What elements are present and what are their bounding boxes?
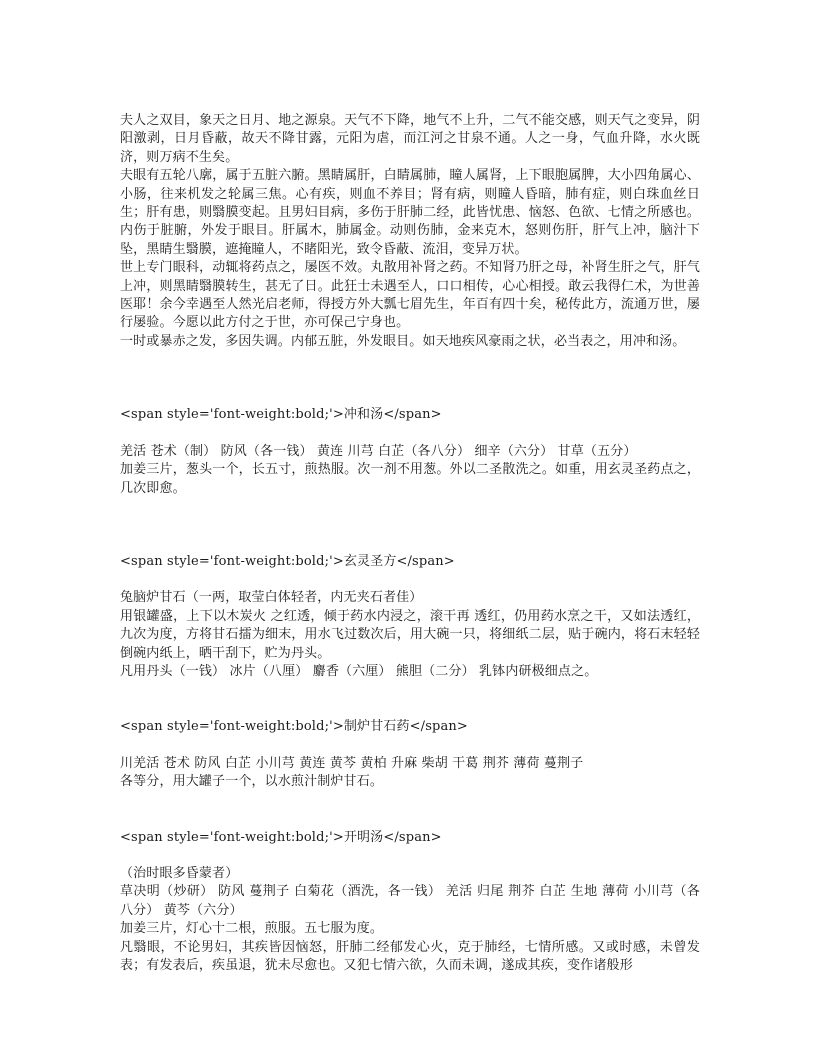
recipe-instructions: 加姜三片，葱头一个，长五寸，煎热服。次一剂不用葱。外以二圣散洗之。如重，用玄灵圣药点之，几次即愈。	[120, 462, 700, 496]
recipe-instructions: 用银罐盛，上下以木炭火 之红透，倾于药水内浸之，滚干再 透红，仍用药水烹之干，又如法透红，九次为度，方将甘石擂为细末，用水飞过数次后，用大碗一只，将细纸二层，贴于碗内，将石末轻轻倒碗内纸上，晒干刮下，贮为丹头。	[120, 608, 700, 661]
recipe-instructions: 各等分，用大罐子一个，以水煎汁制炉甘石。	[120, 774, 384, 790]
intro-paragraph-3: 世上专门眼科，动辄将药点之，屡医不效。丸散用补肾之药。不知肾乃肝之母，补肾生肝之气，肝气上冲，则黑睛翳膜转生，甚无了日。此狂士未遇至人，口口相传，心心相授。敢云我得仁术，为世善医耶！余今幸遇至人然光启老师，得授方外大瓢七眉先生，年百有四十矣，秘传此方，流通万世，屡行屡验。今愿以此方付之于世，亦可保己宁身也。	[120, 260, 700, 331]
intro-paragraph-2: 夫眼有五轮八廓，属于五脏六腑。黑睛属肝，白睛属肺，瞳人属肾，上下眼胞属脾，大小四角属心、小肠，往来机发之轮属三焦。心有疾，则血不养目；肾有病，则瞳人昏暗，肺有症，则白珠血丝日生；肝有患，则翳膜变起。且男妇目病，多伤于肝肺二经，此皆忧患、恼怒、色欲、七情之所感也。内伤于脏腑，外发于眼目。肝属木，肺属金。动则伤肺，金来克木，怒则伤肝，肝气上冲，脑汁下坠，黑睛生翳膜，遮掩瞳人，不睹阳光，致令昏蔽、流泪，变异万状。	[120, 168, 700, 257]
recipe-ingredients: 草决明（炒研） 防风 蔓荆子 白菊花（酒洗，各一钱） 羌活 归尾 荆芥 白芷 生地 薄荷 小川芎（各八分） 黄芩（六分）	[120, 884, 700, 918]
recipe-indication: （治时眼多昏蒙者）	[120, 865, 239, 881]
recipe-ingredients: 川羌活 苍术 防风 白芷 小川芎 黄连 黄芩 黄柏 升麻 柴胡 干葛 荆芥 薄荷 蔓荆子	[120, 755, 584, 771]
intro-paragraph-4: 一时或暴赤之发，多因失调。内郁五脏，外发眼目。如天地疾风豪雨之状，必当表之，用冲和汤。	[120, 333, 686, 349]
recipe-ingredients: 羌活 苍术（制） 防风（各一钱） 黄连 川芎 白芷（各八分） 细辛（六分） 甘草（五分）	[120, 443, 637, 459]
document-body	[120, 112, 700, 975]
recipe-ingredients: 兔脑炉甘石（一两，取莹白体轻者，内无夹石者佳）	[120, 590, 423, 606]
intro-paragraph-1: 夫人之双目，象天之日月、地之源泉。天气不下降，地气不上升，二气不能交感，则天气之变异，阴阳激剥，日月昏蔽，故天不降甘露，元阳为虐，而江河之甘泉不通。人之一身，气血升降，水火既济，则万病不生矣。	[120, 113, 700, 165]
recipe-commentary: 凡翳眼，不论男妇，其疾皆因恼怒，肝肺二经郁发心火，克于肺经，七情所感。又或时感，未曾发表；有发表后，疾虽退，犹未尽愈也。又犯七情六欲，久而未调，遂成其疾，变作诸般形	[120, 939, 700, 973]
section-heading-xuanling-shengfang: <span style='font-weight:bold;'>玄灵圣方</span>	[120, 553, 455, 569]
section-heading-zhi-luganshi-yao: <span style='font-weight:bold;'>制炉甘石药</span>	[120, 719, 468, 735]
section-heading-kaiming-tang: <span style='font-weight:bold;'>开明汤</span>	[120, 829, 442, 845]
section-heading-chonghe-tang: <span style='font-weight:bold;'>冲和汤</span>	[120, 407, 442, 423]
recipe-usage: 凡用丹头（一钱） 冰片（八厘） 麝香（六厘） 熊胆（二分） 乳钵内研极细点之。	[120, 663, 598, 679]
recipe-instructions: 加姜三片，灯心十二根，煎服。五七服为度。	[120, 921, 384, 937]
